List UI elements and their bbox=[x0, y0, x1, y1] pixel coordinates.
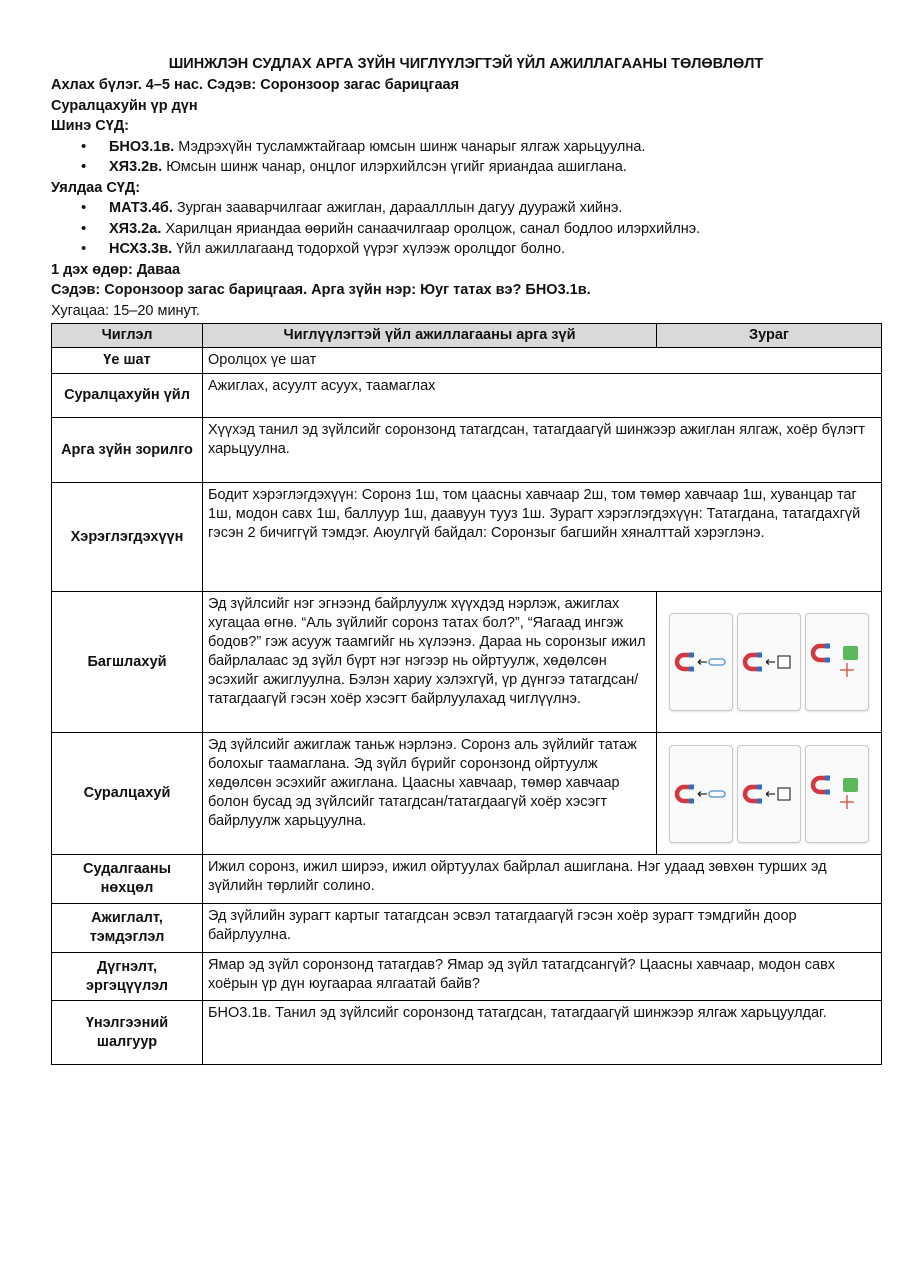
row-text: Эд зүйлсийг ажиглаж таньж нэрлэнэ. Соронз аль зүйлийг татаж болохыг таамаглана. Эд зүйл бүрийг соронзонд ойртуулж хөдөлсөн эсэхийг ажиглана. Цаасны хавчаар, төмөр хавчаар болон бусад эд зүйлсийг татагдсан/татагдаагүй хоёр хэсэгт байрлуулж харьцуулна. bbox=[203, 733, 657, 855]
column-header: Чиглүүлэгтэй үйл ажиллагааны арга зүй bbox=[203, 324, 657, 348]
row-label: Үе шат bbox=[52, 348, 203, 374]
new-std-list bbox=[51, 137, 881, 178]
row-text: Ижил соронз, ижил ширээ, ижил ойртуулах байрлал ашиглана. Нэг удаад зөвхөн турших эд зүйлийн төрлийг солино. bbox=[203, 855, 882, 904]
row-label: Суралцахуйн үйл bbox=[52, 374, 203, 418]
group-line: Ахлах бүлэг. 4–5 нас. Сэдэв: Соронзоор загас барицгаая bbox=[51, 77, 460, 93]
table-row bbox=[52, 592, 882, 733]
table-row bbox=[52, 733, 882, 855]
table-row bbox=[52, 953, 882, 1001]
picture-cell bbox=[657, 592, 882, 733]
row-label: Ажиглалт, тэмдэглэл bbox=[52, 904, 203, 953]
list-item bbox=[81, 219, 881, 240]
std-code: ХЯ3.2а. bbox=[109, 220, 162, 237]
row-text: БНО3.1в. Танил эд зүйлсийг соронзонд татагдсан, татагдаагүй шинжээр ялгаж харьцуулдаг. bbox=[203, 1001, 882, 1065]
magnet-clip-card-icon bbox=[669, 613, 733, 711]
day-line: 1 дэх өдөр: Даваа bbox=[51, 261, 181, 278]
column-header: Чиглэл bbox=[52, 324, 203, 348]
std-text: Юмсын шинж чанар, онцлог илэрхийлсэн үгийг яриандаа ашиглана. bbox=[162, 159, 627, 175]
row-text: Ажиглах, асуулт асуух, таамаглах bbox=[203, 374, 882, 418]
list-item bbox=[81, 137, 881, 158]
row-label: Хэрэглэгдэхүүн bbox=[52, 483, 203, 592]
table-row bbox=[52, 374, 882, 418]
magnet-plus-card-icon bbox=[805, 745, 869, 843]
row-label: Суралцахуй bbox=[52, 733, 203, 855]
picture-cards bbox=[657, 613, 881, 711]
page-title: ШИНЖЛЭН СУДЛАХ АРГА ЗҮЙН ЧИГЛҮҮЛЭГТЭЙ ҮЙЛ АЖИЛЛАГААНЫ ТӨЛӨВЛӨЛТ bbox=[168, 56, 764, 72]
picture-cell bbox=[657, 733, 882, 855]
table-row bbox=[52, 904, 882, 953]
table-row bbox=[52, 348, 882, 374]
row-text: Бодит хэрэглэгдэхүүн: Соронз 1ш, том цаасны хавчаар 2ш, том төмөр хавчаар 1ш, хуванцар таг 1ш, модон савх 1ш, баллуур 1ш, даавуун тууз 1ш. Зурагт хэрэглэгдэхүүн: Татагдана, татагдахгүй гэсэн 2 бичиггүй тэмдэг. Аюулгүй байдал: Соронзыг багшийн хяналттай хэрэглэнэ. bbox=[203, 483, 882, 592]
related-std-list bbox=[51, 198, 881, 260]
std-text: Харилцан яриандаа өөрийн санаачилгаар оролцож, санал бодлоо илэрхийлнэ. bbox=[161, 220, 701, 237]
table-header-row bbox=[52, 324, 882, 348]
row-label: Багшлахуй bbox=[52, 592, 203, 733]
row-text: Хүүхэд танил эд зүйлсийг соронзонд татагдсан, татагдаагүй шинжээр ажиглан ялгаж, хоёр бүлэгт харьцуулна. bbox=[203, 418, 882, 483]
outcome-heading: Суралцахуйн үр дүн bbox=[51, 97, 198, 114]
row-label: Дүгнэлт, эргэцүүлэл bbox=[52, 953, 203, 1001]
list-item bbox=[81, 239, 881, 260]
row-text: Эд зүйлсийг нэг эгнээнд байрлуулж хүүхдэд нэрлэж, ажиглах хугацаа өгнө. “Аль зүйлийг соронз татах бол?”, “Яагаад ингэж бодов?” гэж асууж таамгийг нь хүлээнэ. Дараа нь соронзыг ижил байрлалаас эд зүйл бүрт нэг нэгээр нь ойртуулж, хөдөлсөн эсэхийг ажиглуулна. Бэлэн хариу хэлэхгүй, үр дүнгээ татагдсан/татагдаагүй гэсэн хоёр хэсэгт байрлуулахад чиглүүлнэ. bbox=[203, 592, 657, 733]
related-std-heading: Уялдаа СҮД: bbox=[51, 179, 141, 196]
table-row bbox=[52, 1001, 882, 1065]
activity-table bbox=[51, 323, 882, 1065]
table-row bbox=[52, 418, 882, 483]
table-row bbox=[52, 855, 882, 904]
table-row bbox=[52, 483, 882, 592]
row-text: Эд зүйлийн зурагт картыг татагдсан эсвэл татагдаагүй гэсэн хоёр зурагт тэмдгийн доор байрлуулна. bbox=[203, 904, 882, 953]
std-code: НСХ3.3в. bbox=[109, 241, 173, 257]
std-code: МАТ3.4б. bbox=[109, 200, 173, 216]
row-label: Үнэлгээний шалгуур bbox=[52, 1001, 203, 1065]
new-std-heading: Шинэ СҮД: bbox=[51, 118, 129, 134]
magnet-clip-card-icon bbox=[669, 745, 733, 843]
std-text: Зурган зааварчилгааг ажиглан, дараалллын дагуу дууражй хийнэ. bbox=[172, 200, 623, 216]
row-text: Ямар эд зүйл соронзонд татагдав? Ямар эд зүйл татагдсангүй? Цаасны хавчаар, модон савх хоёрын үр дүн юугаараа ялгаатай байв? bbox=[203, 953, 882, 1001]
row-label: Арга зүйн зорилго bbox=[52, 418, 203, 483]
time-line: Хугацаа: 15–20 минут. bbox=[51, 302, 200, 319]
row-text: Оролцох үе шат bbox=[203, 348, 882, 374]
std-text: Үйл ажиллагаанд тодорхой үүрэг хүлээж оролцдог болно. bbox=[172, 241, 566, 257]
magnet-square-card-icon bbox=[737, 745, 801, 843]
picture-cards bbox=[657, 745, 881, 843]
std-code: БНО3.1в. bbox=[109, 138, 175, 155]
magnet-plus-card-icon bbox=[805, 613, 869, 711]
row-label: Судалгааны нөхцөл bbox=[52, 855, 203, 904]
std-text: Мэдрэхүйн тусламжтайгаар юмсын шинж чанарыг ялгаж харьцуулна. bbox=[174, 138, 646, 155]
column-header: Зураг bbox=[657, 324, 882, 348]
topic-line: Сэдэв: Соронзоор загас барицгаая. Арга зүйн нэр: Юуг татах вэ? БНО3.1в. bbox=[51, 282, 591, 298]
lesson-plan-page bbox=[51, 55, 881, 1065]
magnet-square-card-icon bbox=[737, 613, 801, 711]
std-code: ХЯ3.2в. bbox=[109, 159, 163, 175]
list-item bbox=[81, 157, 881, 178]
list-item bbox=[81, 198, 881, 219]
